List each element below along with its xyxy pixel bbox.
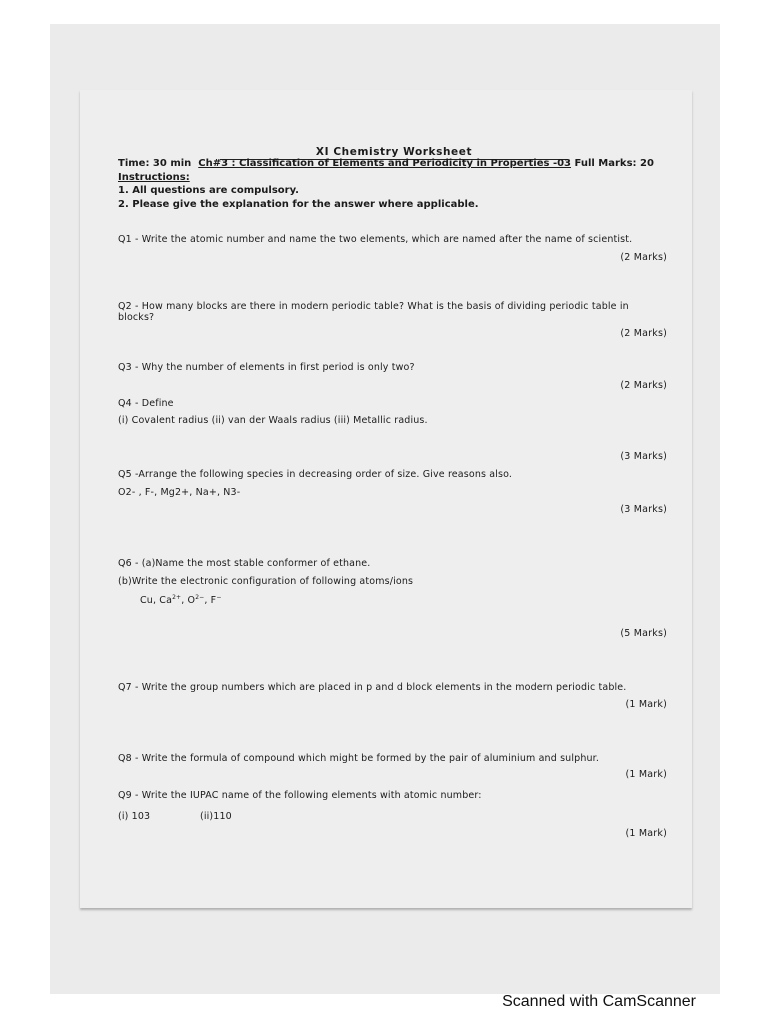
q9-text: Q9 - Write the IUPAC name of the following elements with atomic number:: [118, 790, 482, 801]
q5-marks: (3 Marks): [620, 504, 667, 515]
q6-species-f: , F: [204, 595, 217, 606]
q7-text: Q7 - Write the group numbers which are placed in p and d block elements in the modern periodic table.: [118, 682, 627, 693]
f-charge: −: [216, 593, 222, 601]
q8-marks: (1 Mark): [625, 769, 667, 780]
o-charge: 2−: [195, 593, 205, 601]
q2-text-cont: blocks?: [118, 312, 155, 323]
q6-text: Q6 - (a)Name the most stable conformer of ethane.: [118, 558, 371, 569]
instruction-2: 2. Please give the explanation for the answer where applicable.: [118, 199, 479, 210]
q2-marks: (2 Marks): [620, 328, 667, 339]
q8-text: Q8 - Write the formula of compound which might be formed by the pair of aluminium and sulphur.: [118, 753, 600, 764]
q5-text: Q5 -Arrange the following species in decreasing order of size. Give reasons also.: [118, 469, 513, 480]
q4-text: Q4 - Define: [118, 398, 174, 409]
instructions-label: Instructions:: [118, 172, 190, 183]
q6-part-b: (b)Write the electronic configuration of following atoms/ions: [118, 576, 414, 587]
time-label: Time: 30 min: [118, 158, 192, 169]
q9-option-1: (i) 103: [118, 811, 151, 822]
q6-species-o: , O: [181, 595, 196, 606]
q6-species-cu-ca: Cu, Ca: [140, 595, 173, 606]
worksheet-page: [80, 90, 692, 908]
q7-marks: (1 Mark): [625, 699, 667, 710]
q9-option-2: (ii)110: [200, 811, 232, 822]
q4-options: (i) Covalent radius (ii) van der Waals radius (iii) Metallic radius.: [118, 415, 428, 426]
q6-marks: (5 Marks): [620, 628, 667, 639]
q3-marks: (2 Marks): [620, 380, 667, 391]
q9-marks: (1 Mark): [625, 828, 667, 839]
camscanner-watermark: Scanned with CamScanner: [502, 993, 696, 1010]
full-marks-label: Full Marks: 20: [574, 158, 654, 169]
q5-species: O2- , F-, Mg2+, Na+, N3-: [118, 487, 241, 498]
chapter-label: Ch#3 : Classification of Elements and Periodicity in Properties -03: [198, 158, 572, 169]
worksheet-title: XI Chemistry Worksheet: [220, 146, 568, 160]
q6-species: [140, 595, 222, 606]
q1-text: Q1 - Write the atomic number and name the two elements, which are named after the name of scientist.: [118, 234, 633, 245]
header-line: [118, 158, 654, 169]
q1-marks: (2 Marks): [620, 252, 667, 263]
q2-text: Q2 - How many blocks are there in modern periodic table? What is the basis of dividing periodic table in: [118, 301, 629, 312]
q4-marks: (3 Marks): [620, 451, 667, 462]
ca-charge: 2+: [172, 593, 182, 601]
instruction-1: 1. All questions are compulsory.: [118, 185, 299, 196]
q3-text: Q3 - Why the number of elements in first period is only two?: [118, 362, 415, 373]
